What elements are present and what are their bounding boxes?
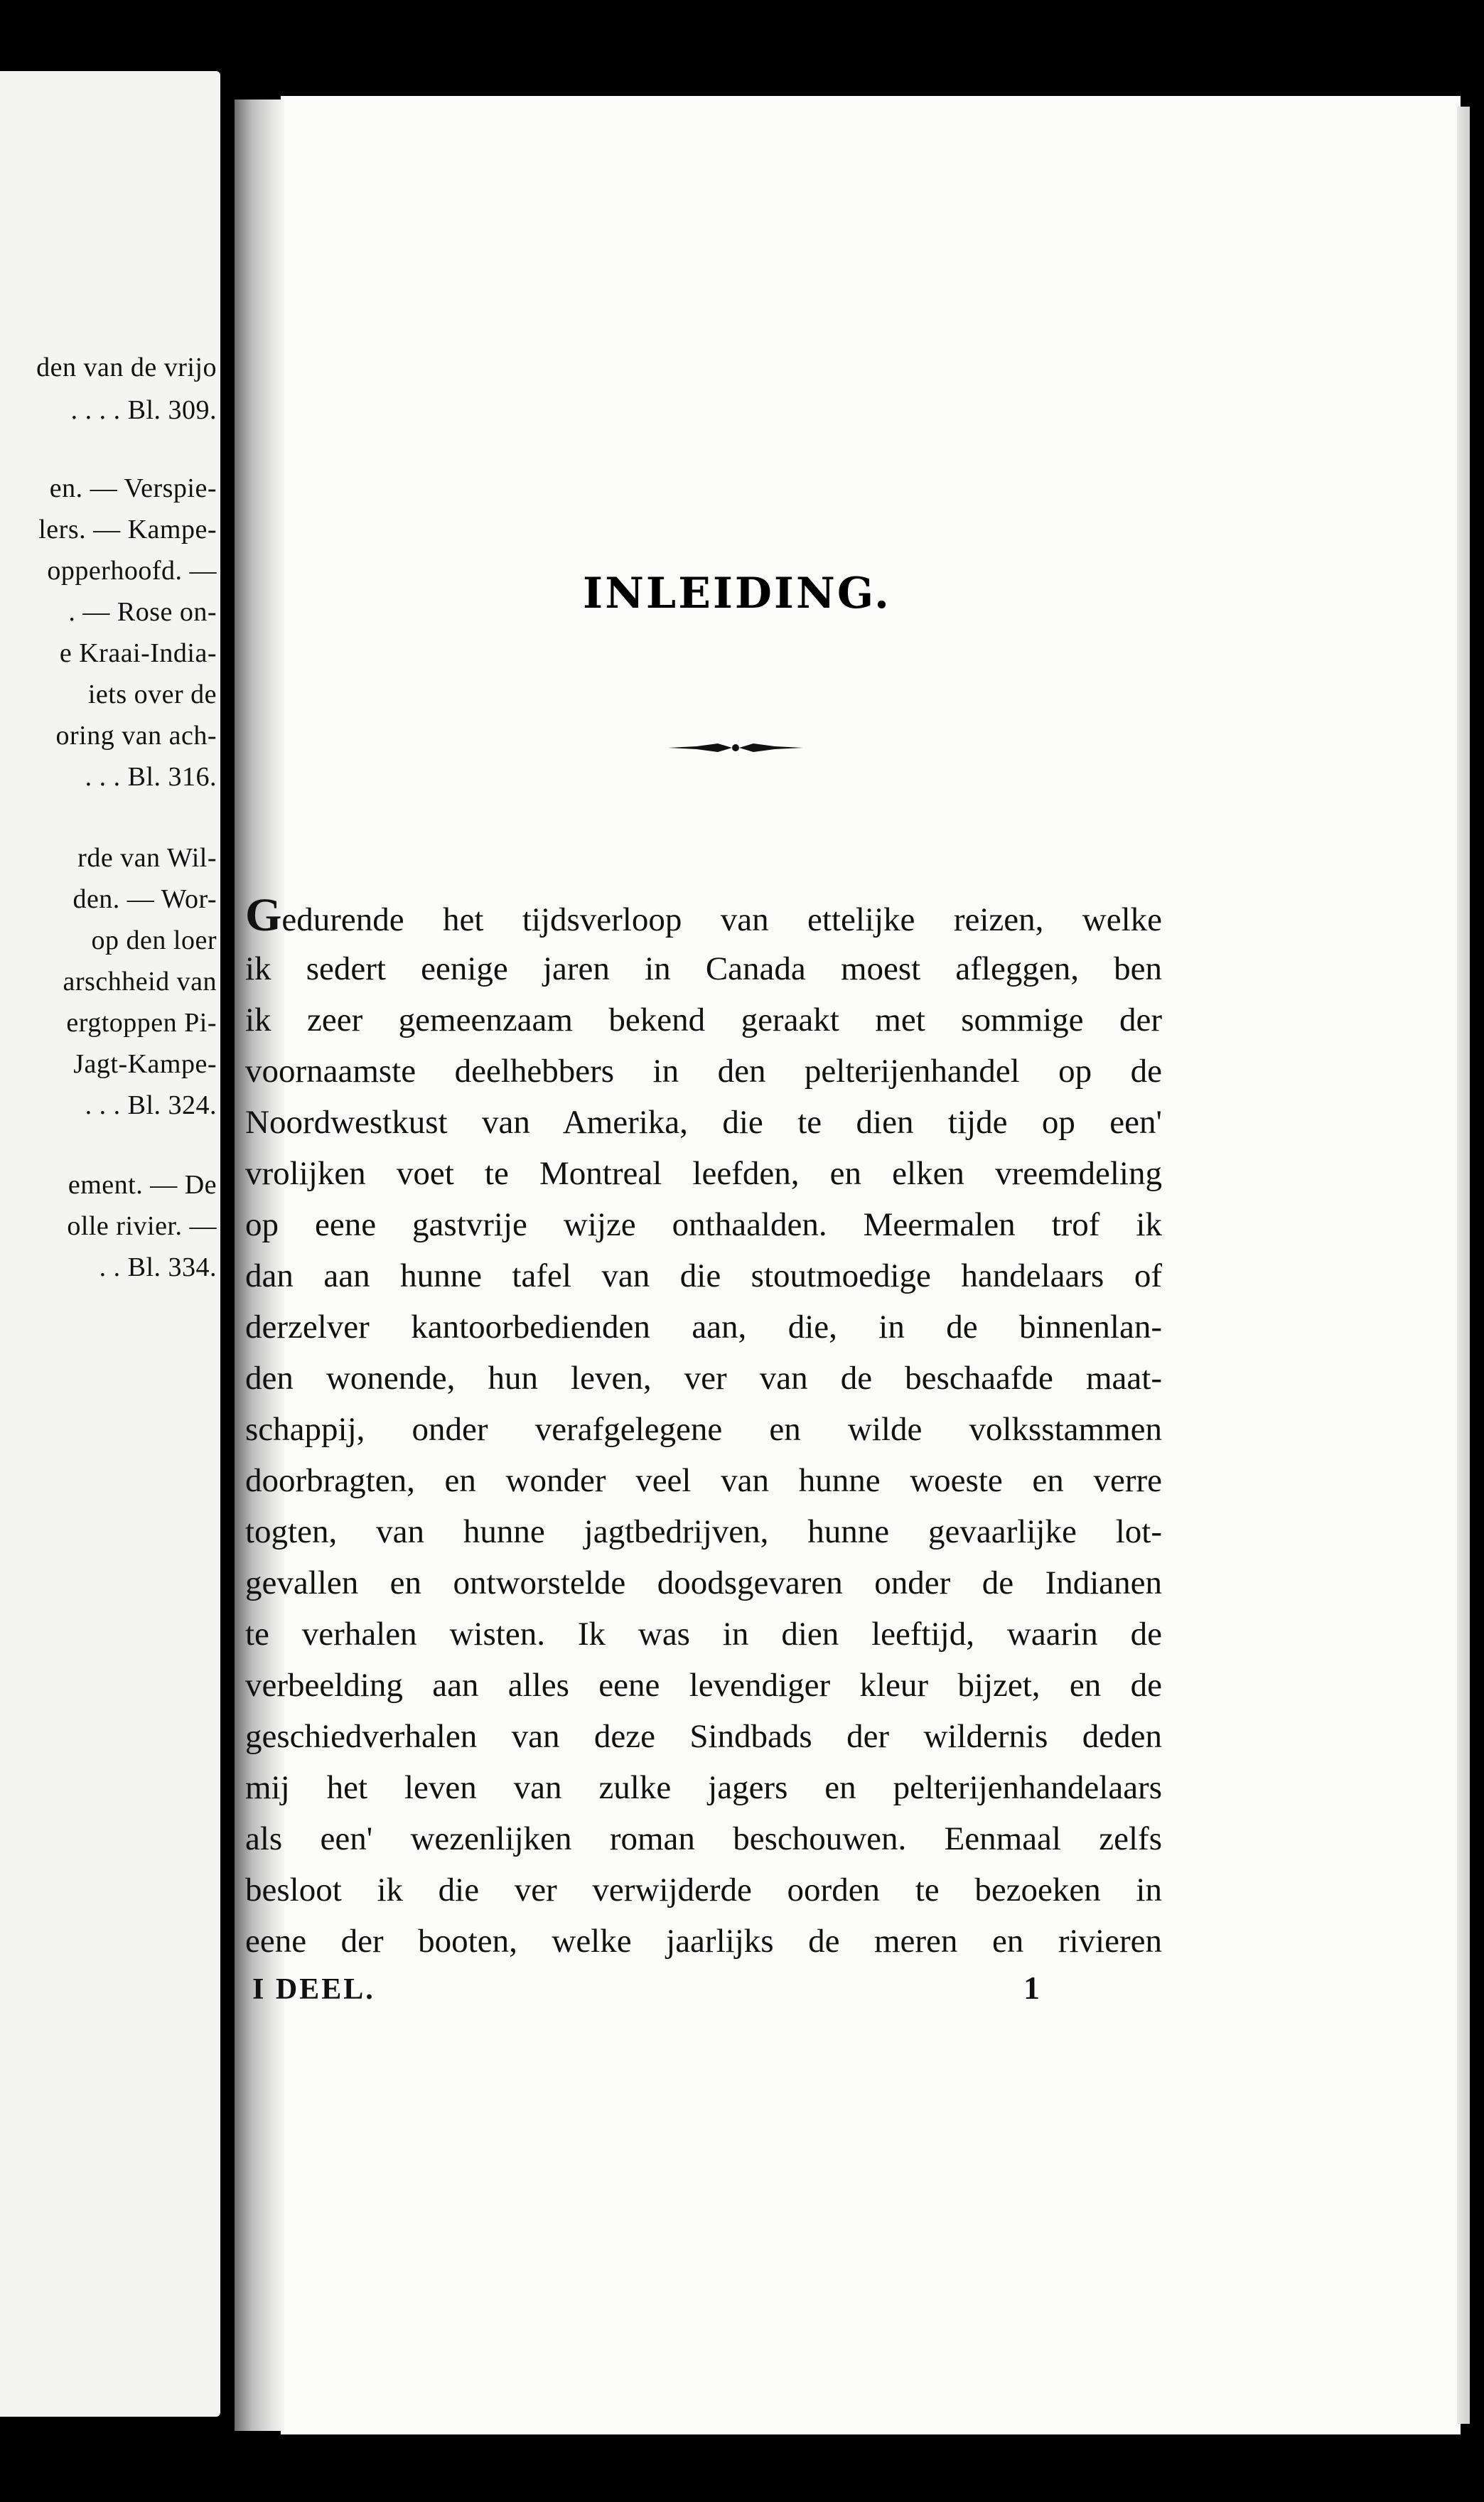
- toc-line: opperhoofd. —: [47, 556, 217, 586]
- text-line: geschiedverhalen van deze Sindbads der wildernis deden: [245, 1718, 1162, 1755]
- text-line: schappij, onder verafgelegene en wilde volksstammen: [245, 1411, 1162, 1448]
- toc-line: ement. — De: [68, 1170, 217, 1200]
- toc-line: den van de vrijo: [36, 353, 217, 382]
- toc-line: . . Bl. 334.: [99, 1252, 217, 1282]
- toc-line: . . . Bl. 324.: [85, 1090, 217, 1120]
- toc-line: en. — Verspie-: [49, 473, 217, 503]
- text-line: ik zeer gemeenzaam bekend geraakt met sommige der: [245, 1002, 1162, 1038]
- toc-line: op den loer: [91, 925, 217, 955]
- toc-line: Jagt-Kampe-: [73, 1049, 217, 1079]
- text-line: ik sedert eenige jaren in Canada moest afleggen, ben: [245, 950, 1162, 987]
- page-edge: [1457, 107, 1470, 2424]
- text-line: Gedurende het tijdsverloop van ettelijke reizen, welke: [245, 889, 1162, 941]
- toc-line: iets over de: [87, 680, 217, 709]
- toc-line: . . . Bl. 316.: [85, 762, 217, 792]
- toc-line: den. — Wor-: [72, 884, 217, 914]
- toc-line: . . . . Bl. 309.: [70, 395, 217, 425]
- toc-line: arschheid van: [63, 967, 217, 997]
- toc-line: e Kraai-India-: [59, 638, 217, 668]
- text-line: op eene gastvrije wijze onthaalden. Meermalen trof ik: [245, 1206, 1162, 1243]
- text-line: derzelver kantoorbedienden aan, die, in de binnenlan-: [245, 1309, 1162, 1346]
- text-line: doorbragten, en wonder veel van hunne woeste en verre: [245, 1462, 1162, 1499]
- text-line: dan aan hunne tafel van die stoutmoedige handelaars of: [245, 1257, 1162, 1294]
- toc-line: . — Rose on-: [68, 597, 217, 627]
- toc-line: olle rivier. —: [67, 1211, 217, 1241]
- toc-line: ergtoppen Pi-: [66, 1008, 217, 1038]
- text-line: den wonende, hun leven, ver van de beschaafde maat-: [245, 1360, 1162, 1397]
- text-line: gevallen en ontworstelde doodsgevaren onder de Indianen: [245, 1564, 1162, 1601]
- text-line: verbeelding aan alles eene levendiger kleur bijzet, en de: [245, 1667, 1162, 1704]
- text-line: Noordwestkust van Amerika, die te dien tijde op een': [245, 1104, 1162, 1141]
- text-line: mij het leven van zulke jagers en pelterijenhandelaars: [245, 1769, 1162, 1806]
- drop-cap: G: [245, 889, 282, 941]
- body-text: [245, 889, 1162, 1967]
- text-line: besloot ik die ver verwijderde oorden te bezoeken in: [245, 1872, 1162, 1908]
- page-number: 1: [1023, 1970, 1040, 2006]
- text-line: voornaamste deelhebbers in den pelterijenhandel op de: [245, 1053, 1162, 1090]
- ornament-divider: [668, 739, 803, 756]
- chapter-heading: INLEIDING.: [583, 569, 891, 618]
- text-line: vrolijken voet te Montreal leefden, en elken vreemdeling: [245, 1155, 1162, 1192]
- text-line: eene der booten, welke jaarlijks de meren en rivieren: [245, 1923, 1162, 1960]
- toc-line: oring van ach-: [55, 721, 217, 751]
- left-page: [0, 71, 220, 2417]
- text-line: te verhalen wisten. Ik was in dien leeftijd, waarin de: [245, 1616, 1162, 1653]
- text-line: togten, van hunne jagtbedrijven, hunne gevaarlijke lot-: [245, 1513, 1162, 1550]
- toc-line: rde van Wil-: [77, 843, 217, 873]
- text-line: als een' wezenlijken roman beschouwen. Eenmaal zelfs: [245, 1820, 1162, 1857]
- signature-mark: I DEEL.: [252, 1973, 375, 2006]
- toc-line: lers. — Kampe-: [38, 515, 217, 544]
